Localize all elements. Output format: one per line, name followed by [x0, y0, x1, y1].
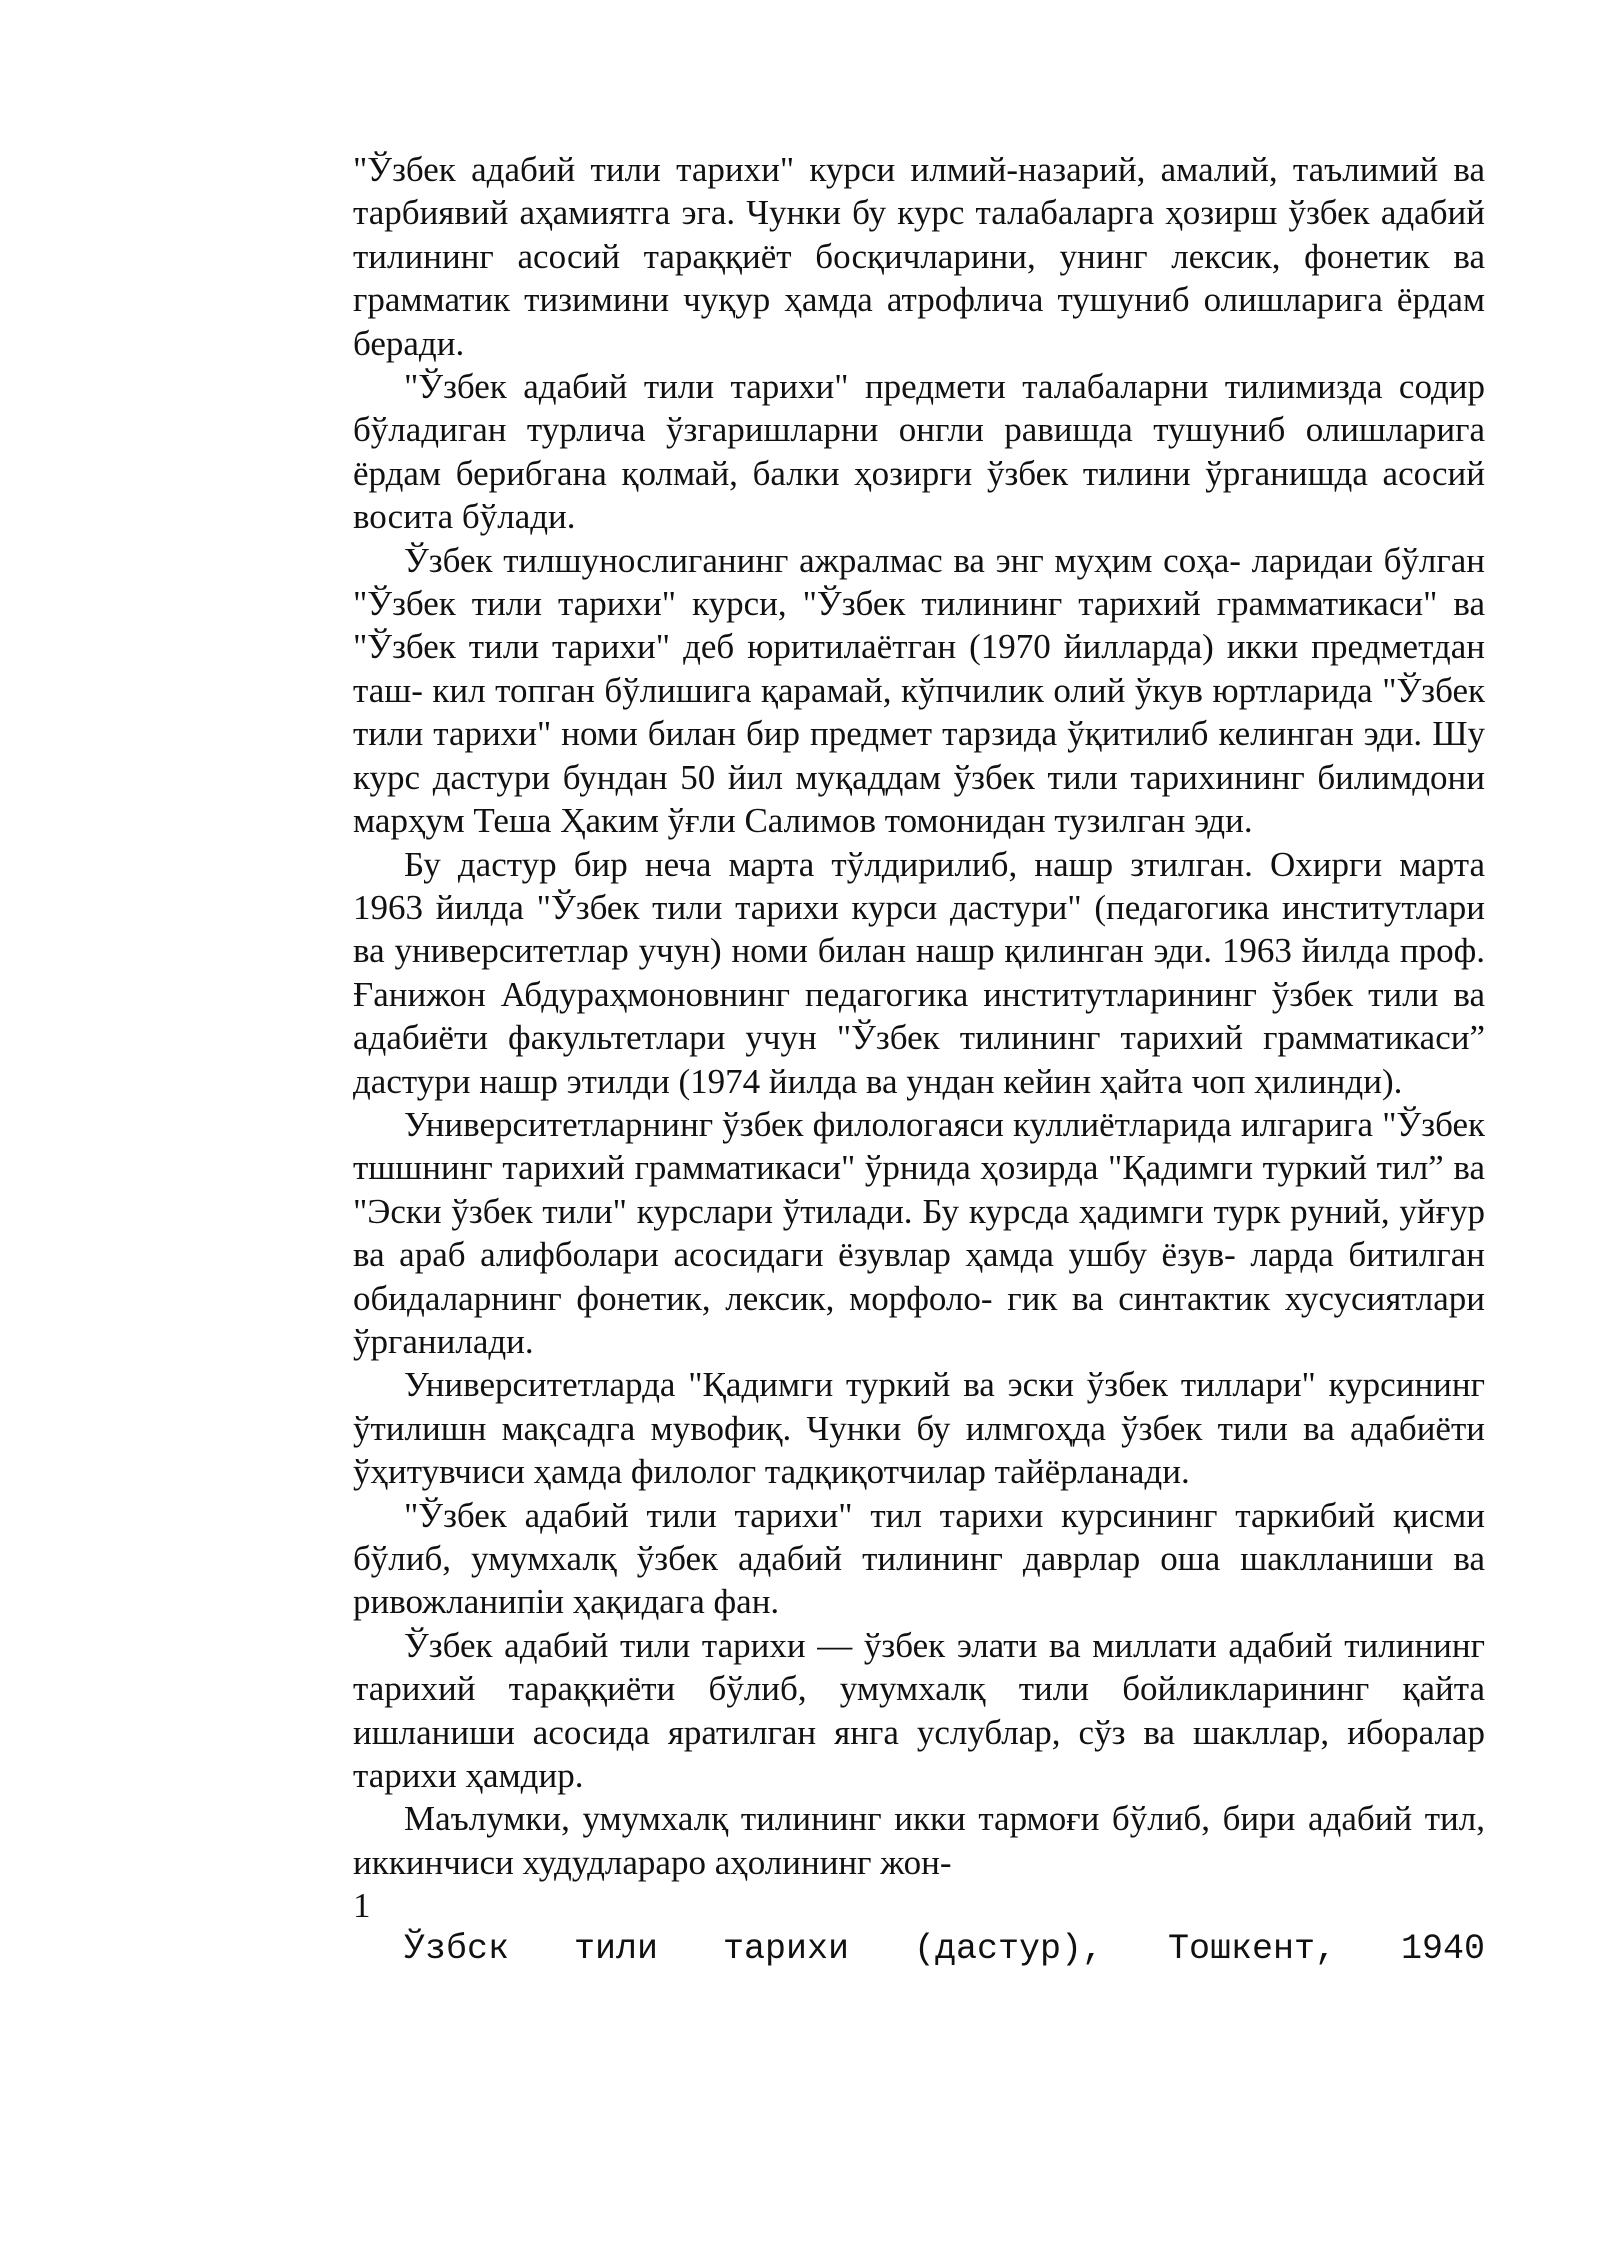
paragraph-8: Ўзбек адабий тили тарихи — ўзбек элати ва миллати адабий тилининг тарихий тараққиёти бўлиб, умумхалқ тили бойликларининг қайта ишланиши асосида яратилган янга услублар, сўз ва шакллар, иборалар тарихи ҳамдир. [353, 1625, 1485, 1796]
paragraph-2: "Ўзбек адабий тили тарихи" предмети талабаларни тилимизда содир бўладиган турлича ўзгаришларни онгли равишда тушуниб олишларига ёрдам берибгана қолмай, балки ҳозирги ўзбек тилини ўрганишда асосий восита бўлади. [353, 367, 1485, 537]
paragraph-4: Бу дастур бир неча марта тўлдирилиб, нашр зтилган. Охирги марта 1963 йилда "Ўзбек тили тарихи курси дастури" (педагогика институтлари ва университетлар учун) номи билан нашр қилинган эди. 1963 йилда проф. Ғанижон Абдураҳмоновнинг педагогика институтларининг ўзбек тили ва адабиёти факультетлари учун "Ўзбек тилининг тарихий грамматикаси” дастури нашр этилди (1974 йилда ва ундан кейин ҳайта чоп ҳилинди). [353, 844, 1485, 1101]
document-page [353, 148, 1485, 1971]
paragraph-7: "Ўзбек адабий тили тарихи" тил тарихи курсининг таркибий қисми бўлиб, умумхалқ ўзбек адабий тилининг даврлар оша шаклланиши ва ривожланипіи ҳақидага фан. [353, 1495, 1485, 1622]
footnote-text: Ўзбск тили тарихи (дастур), Тошкент, 1940 [404, 1928, 1485, 1969]
footnote-marker: 1 [353, 1886, 371, 1926]
paragraph-6: Университетларда "Қадимги туркий ва эски ўзбек тиллари" курсининг ўтилишн мақсадга мувофиқ. Чунки бу илмгоҳда ўзбек тили ва адабиёти ўҳитувчиси ҳамда филолог тадқиқотчилар тайёрланади. [353, 1365, 1485, 1492]
paragraph-9: Маълумки, умумхалқ тилининг икки тармоғи бўлиб, бири адабий тил, иккинчиси худудлараро аҳолининг жон- [353, 1799, 1485, 1882]
paragraph-1: "Ўзбек адабий тили тарихи" курси илмий-назарий, амалий, таълимий ва тарбиявий аҳамиятга эга. Чунки бу курс талабаларга ҳозирш ўзбек адабий тилининг асосий тараққиёт босқичларини, унинг лексик, фонетик ва грамматик тизимини чуқур ҳамда атрофлича тушуниб олишларига ёрдам беради. [353, 150, 1485, 363]
paragraph-5: Университетларнинг ўзбек филологаяси куллиётларида илгарига "Ўзбек тшшнинг тарихий грамматикаси" ўрнида ҳозирда "Қадимги туркий тил” ва "Эски ўзбек тили" курслари ўтилади. Бу курсда ҳадимги турк руний, уйғур ва араб алифболари асосидаги ёзувлар ҳамда ушбу ёзув- ларда битилган обидаларнинг фонетик, лексик, морфоло- гик ва синтактик хусусиятлари ўрганилади. [353, 1104, 1485, 1361]
paragraph-3: Ўзбек тилшунослиганинг ажралмас ва энг муҳим соҳа- ларидаи бўлган "Ўзбек тили тарихи" курси, "Ўзбек тилининг тарихий грамматикаси" ва "Ўзбек тили тарихи" деб юритилаётган (1970 йилларда) икки предметдан таш- кил топган бўлишига қарамай, кўпчилик олий ўкув юртларида "Ўзбек тили тарихи" номи билан бир предмет тарзида ўқитилиб келинган эди. Шу курс дастури бундан 50 йил муқаддам ўзбек тили тарихининг билимдони марҳум Теша Ҳаким ўғли Салимов томонидан тузилган эди. [353, 540, 1485, 841]
